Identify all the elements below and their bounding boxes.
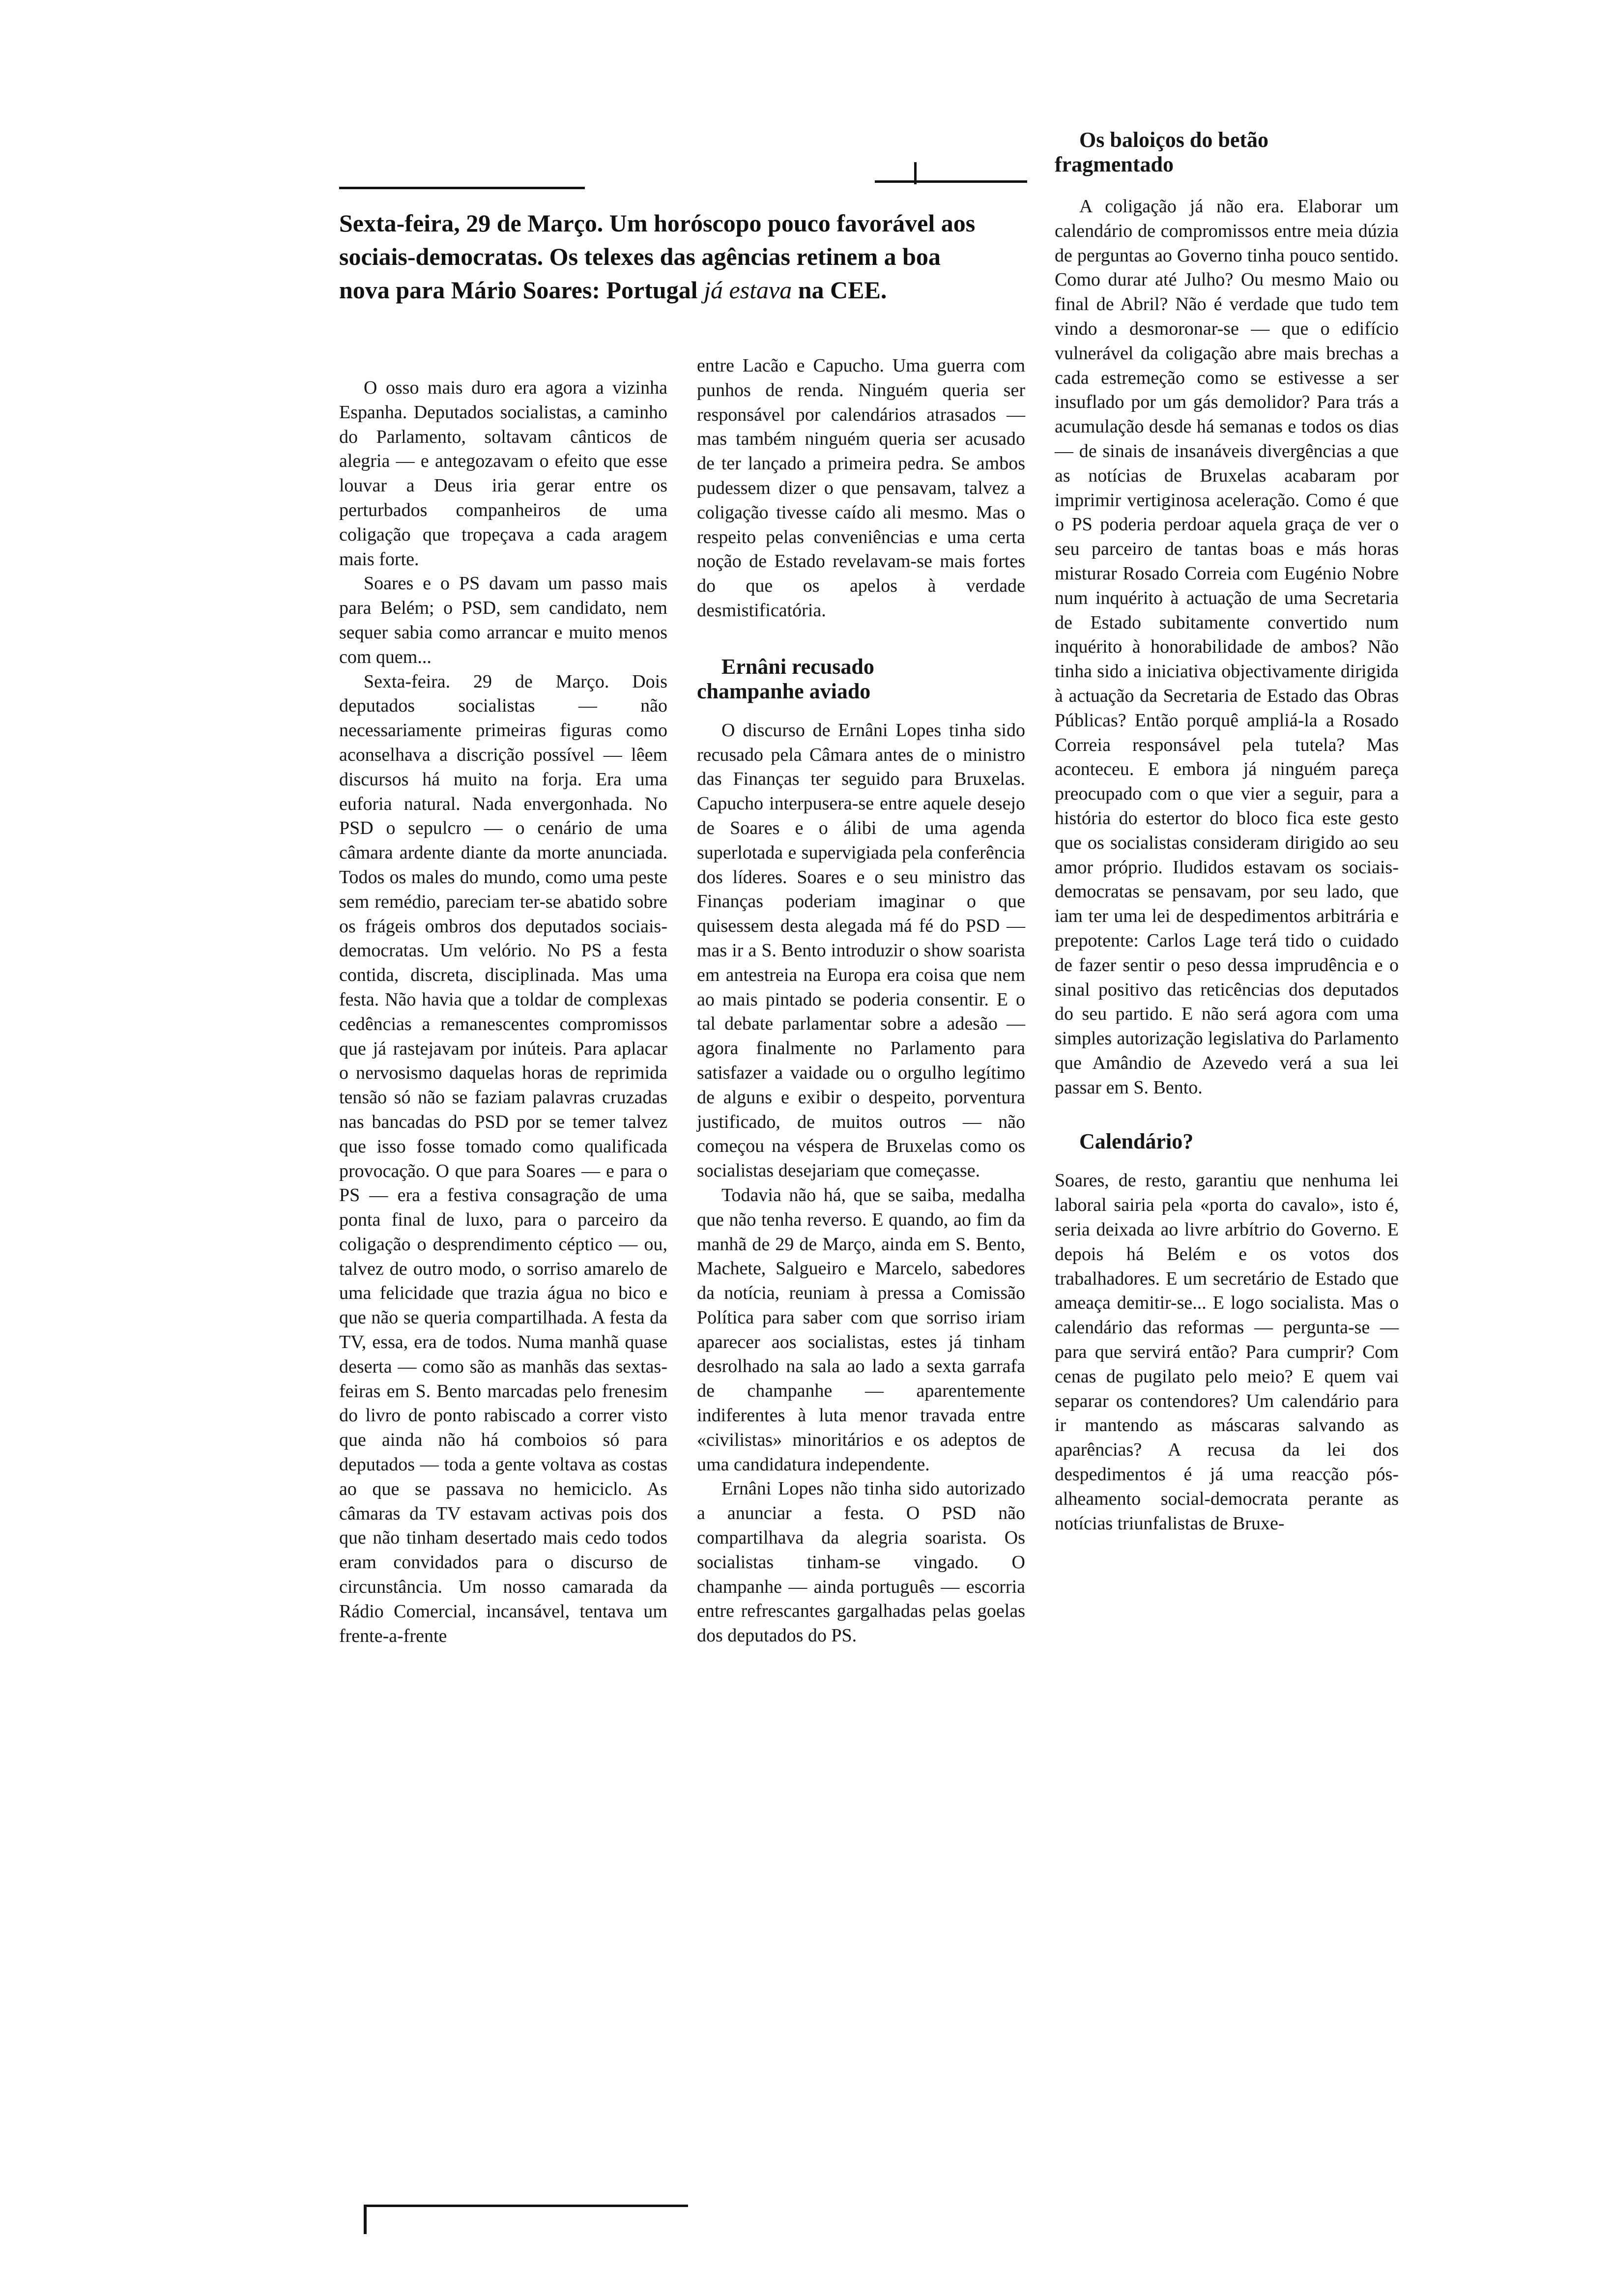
column-1 [339,376,667,1648]
top-rule-left [339,187,585,189]
paragraph: Soares e o PS davam um passo mais para Belém; o PSD, sem candidato, nem sequer sabia como arrancar e muito menos com quem... [339,573,667,667]
paragraph: O osso mais duro era agora a vizinha Espanha. Deputados socialistas, a caminho do Parlamento, soltavam cânticos de alegria — e antegozavam o efeito que esse louvar a Deus iria gerar entre os perturbados companheiros de uma coligação que tropeçava a cada aragem mais forte. [339,377,667,570]
paragraph: entre Lacão e Capucho. Uma guerra com punhos de renda. Ninguém queria ser responsável por calendários atrasados — mas também ninguém queria ser acusado de ter lançado a primeira pedra. Se ambos pudessem dizer o que pensavam, talvez a coligação tivesse caído ali mesmo. Mas o respeito pelas conveniências e uma certa noção de Estado revelavam-se mais fortes do que os apelos à verdade desmistificatória. [697,355,1025,621]
headline-italic: já estava [704,276,792,304]
headline-lead: Sexta-feira, 29 de Março. Um horóscopo pouco favorável aos sociais-democratas. Os telexes das agências retinem a boa nova para Mário Soares: Portugal [339,209,976,304]
column-2 [697,354,1025,1648]
paragraph: Todavia não há, que se saiba, medalha que não tenha reverso. E quando, ao fim da manhã de 29 de Março, ainda em S. Bento, Machete, Salgueiro e Marcelo, sabedores da notícia, reuniam à pressa a Comissão Política para saber com que sorriso iriam aparecer aos socialistas, estes já tinham desrolhado na sala ao lado a sexta garrafa de champanhe — aparentemente indiferentes à luta menor travada entre «civilistas» minoritários e os adeptos de uma candidatura independente. [697,1184,1025,1475]
section-heading: Ernâni recusado champanhe aviado [697,654,874,703]
top-rule-tick [914,162,917,184]
column-3 [1055,128,1399,1536]
section-heading: Calendário? [1079,1129,1194,1154]
paragraph: Ernâni Lopes não tinha sido autorizado a anunciar a festa. O PSD não compartilhava da alegria soarista. Os socialistas tinham-se vingado. O champanhe — ainda português — escorria entre refrescantes gargalhadas pelas goelas dos deputados do PS. [697,1478,1025,1646]
top-rule-right [875,180,1027,183]
bottom-rule [364,2205,688,2207]
article-headline [339,206,983,307]
paragraph: O discurso de Ernâni Lopes tinha sido recusado pela Câmara antes de o ministro das Finanças ter seguido para Bruxelas. Capucho interpusera-se entre aquele desejo de Soares e o álibi de uma agenda superlotada e supervigiada pela conferência dos líderes. Soares e o seu ministro das Finanças poderiam imaginar o que quisessem desta alegada má fé do PSD — mas ir a S. Bento introduzir o show soarista em antestreia na Europa era coisa que nem ao mais pintado se poderia consentir. E o tal debate parlamentar sobre a adesão — agora finalmente no Parlamento para satisfazer a vaidade ou o orgulho legítimo de alguns e exibir o despeito, porventura justificado, de muitos outros — não começou na véspera de Bruxelas como os socialistas desejariam que começasse. [697,719,1025,1181]
paragraph: Sexta-feira. 29 de Março. Dois deputados socialistas — não necessariamente primeiras figuras como aconselhava a discrição possível — lêem discursos há muito na forja. Era uma euforia natural. Nada envergonhada. No PSD o sepulcro — o cenário de uma câmara ardente diante da morte anunciada. Todos os males do mundo, como uma peste sem remédio, pareciam ter-se abatido sobre os frágeis ombros dos deputados sociais-democratas. Um velório. No PS a festa contida, discreta, disciplinada. Mas uma festa. Não havia que a toldar de complexas cedências a remanescentes compromissos que já rastejavam por inúteis. Para aplacar o nervosismo daquelas horas de reprimida tensão só não se faziam palavras cruzadas nas bancadas do PSD por se temer talvez que isso fosse tomado como qualificada provocação. O que para Soares — e para o PS — era a festiva consagração de uma ponta final de luxo, para o parceiro da coligação o desprendimento céptico — ou, talvez de outro modo, o sorriso amarelo de uma felicidade que trazia água no bico e que não se queria compartilhada. A festa da TV, essa, era de todos. Numa manhã quase deserta — como são as manhãs das sextas-feiras em S. Bento marcadas pelo frenesim do livro de ponto rabiscado a correr visto que ainda não há comboios só para deputados — toda a gente voltava as costas ao que se passava no hemiciclo. As câmaras da TV estavam activas pois dos que não tinham desertado mais cedo todos eram convidados para o discurso de circunstância. Um nosso camarada da Rádio Comercial, incansável, tentava um frente-a-frente [339,671,667,1646]
headline-tail: na CEE. [792,276,887,304]
bottom-rule-corner [364,2205,367,2234]
section-heading: Os baloiços do betão fragmentado [1055,128,1269,176]
paragraph: Soares, de resto, garantiu que nenhuma lei laboral sairia pela «porta do cavalo», isto é, seria deixada ao livre arbítrio do Governo. E depois há Belém e os votos dos trabalhadores. E um secretário de Estado que ameaça demitir-se... E logo socialista. Mas o calendário das reformas — pergunta-se — para que servirá então? Para cumprir? Com cenas de pugilato pelo meio? E quem vai separar os contendores? Um calendário para ir mantendo as máscaras salvando as aparências? A recusa da lei dos despedimentos é já uma reacção pós-alheamento social-democrata perante as notícias triunfalistas de Bruxe- [1055,1170,1399,1534]
paragraph: A coligação já não era. Elaborar um calendário de compromissos entre meia dúzia de perguntas ao Governo tinha pouco sentido. Como durar até Julho? Ou mesmo Maio ou final de Abril? Não é verdade que tudo tem vindo a desmoronar-se — que o edifício vulnerável da coligação abre mais brechas a cada estremeção como se estivesse a ser insuflado por um gás demolidor? Para trás a acumulação desde há semanas e todos os dias — de sinais de insanáveis divergências a que as notícias de Bruxelas acabaram por imprimir vertiginosa aceleração. Como é que o PS poderia perdoar aquela graça de ver o seu parceiro de tantas boas e más horas misturar Rosado Correia com Eugénio Nobre num inquérito à actuação de uma Secretaria de Estado subitamente convertido num inquérito à honorabilidade de ambos? Não tinha sido a iniciativa objectivamente dirigida à actuação da Secretaria de Estado das Obras Públicas? Então porquê ampliá-la a Rosado Correia responsável pela tutela? Mas aconteceu. E embora já ninguém pareça preocupado com o que vier a seguir, para a história do estertor do bloco fica este gesto que os socialistas consideram dirigido ao seu amor próprio. Iludidos estavam os sociais-democratas se pensavam, por seu lado, que iam ter uma lei de despedimentos arbitrária e prepotente: Carlos Lage terá tido o cuidado de fazer sentir o peso dessa imprudência e o sinal positivo das reticências dos deputados do seu partido. E não será agora com uma simples autorização legislativa do Parlamento que Amândio de Azevedo verá a sua lei passar em S. Bento. [1055,196,1399,1098]
